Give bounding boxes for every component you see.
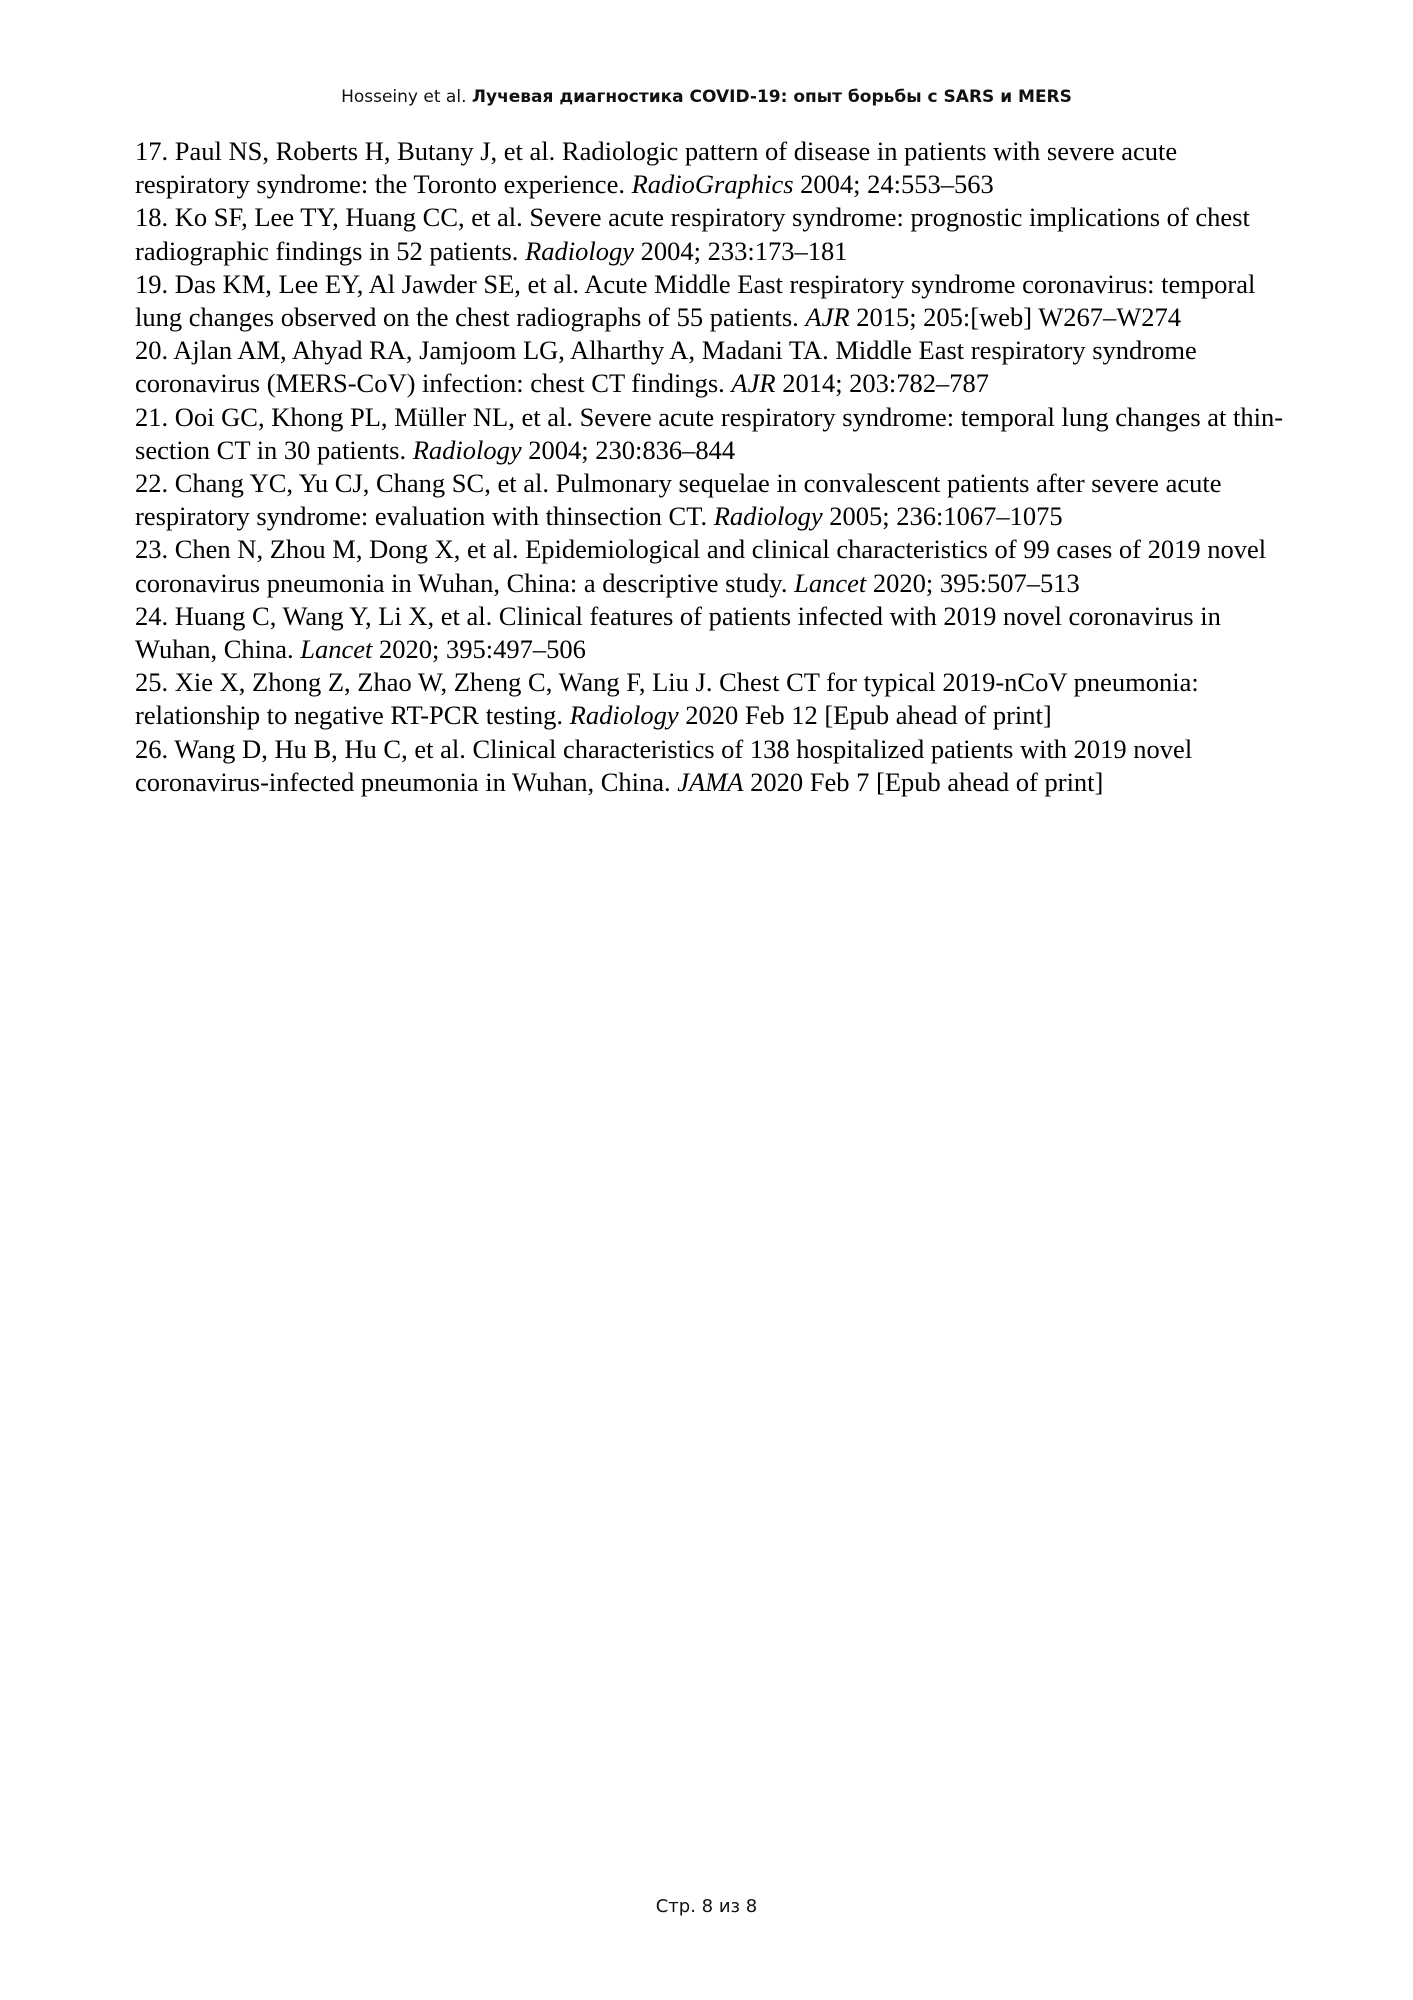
reference-item (135, 666, 1295, 732)
reference-number: 23. (135, 534, 169, 565)
reference-item (135, 201, 1295, 267)
reference-details: 2020 Feb 12 [Epub ahead of print] (685, 700, 1052, 731)
reference-number: 24. (135, 600, 169, 631)
reference-item (135, 401, 1295, 467)
reference-item (135, 467, 1295, 533)
reference-journal: Lancet (300, 634, 373, 665)
reference-citation: Das KM, Lee EY, Al Jawder SE, et al. Acute Middle East respiratory syndrome coronavirus: temporal lung changes observed on the chest radiographs of 55 patients. (135, 268, 1256, 333)
reference-details: 2004; 230:836–844 (528, 434, 736, 465)
reference-item (135, 733, 1295, 799)
reference-citation: Ajlan AM, Ahyad RA, Jamjoom LG, Alharthy A, Madani TA. Middle East respiratory syndrome coronavirus (MERS-CoV) infection: chest CT findings. (135, 335, 1197, 399)
reference-journal: AJR (731, 368, 776, 399)
reference-journal: Radiology (713, 501, 823, 532)
reference-number: 25. (135, 667, 169, 698)
reference-list (135, 135, 1295, 799)
reference-journal: AJR (805, 302, 850, 333)
reference-number: 19. (135, 268, 169, 299)
header-authors: Hosseiny et al. (341, 87, 467, 107)
reference-citation: Ko SF, Lee TY, Huang CC, et al. Severe acute respiratory syndrome: prognostic implications of chest radiographic findings in 52 patients. (135, 202, 1250, 266)
reference-number: 20. (135, 335, 169, 366)
reference-item (135, 600, 1295, 666)
reference-item (135, 334, 1295, 400)
reference-journal: Radiology (412, 434, 522, 465)
reference-details: 2005; 236:1067–1075 (829, 501, 1063, 532)
reference-journal: RadioGraphics (631, 169, 794, 200)
reference-details: 2014; 203:782–787 (782, 368, 990, 399)
reference-citation: Chang YC, Yu CJ, Chang SC, et al. Pulmonary sequelae in convalescent patients after severe acute respiratory syndrome: evaluation with thinsection CT. (135, 468, 1222, 532)
reference-number: 17. (135, 136, 169, 166)
reference-citation: Chen N, Zhou M, Dong X, et al. Epidemiological and clinical characteristics of 99 cases of 2019 novel coronavirus pneumonia in Wuhan, China: a descriptive study. (135, 534, 1267, 598)
reference-details: 2020 Feb 7 [Epub ahead of print] (750, 766, 1104, 797)
reference-citation: Wang D, Hu B, Hu C, et al. Clinical characteristics of 138 hospitalized patients with 2019 novel coronavirus-infected pneumonia in Wuhan, China. (135, 733, 1193, 797)
reference-citation: Huang C, Wang Y, Li X, et al. Clinical features of patients infected with 2019 novel coronavirus in Wuhan, China. (135, 600, 1221, 665)
reference-number: 22. (135, 468, 169, 499)
header-title: Лучевая диагностика COVID-19: опыт борьбы с SARS и MERS (471, 87, 1072, 107)
reference-number: 26. (135, 733, 169, 764)
reference-number: 21. (135, 401, 169, 432)
reference-journal: Lancet (794, 567, 867, 598)
reference-citation: Ooi GC, Khong PL, Müller NL, et al. Severe acute respiratory syndrome: temporal lung changes at thin-section CT in 30 patients. (135, 401, 1284, 465)
reference-journal: JAMA (677, 766, 744, 797)
reference-details: 2020; 395:497–506 (379, 634, 586, 665)
reference-journal: Radiology (525, 235, 634, 266)
reference-citation: Paul NS, Roberts H, Butany J, et al. Radiologic pattern of disease in patients with severe acute respiratory syndrome: the Toronto experience. (135, 136, 1178, 200)
reference-number: 18. (135, 202, 169, 233)
reference-details: 2004; 233:173–181 (640, 235, 848, 266)
reference-details: 2020; 395:507–513 (872, 567, 1080, 598)
running-header (0, 86, 1413, 108)
reference-citation: Xie X, Zhong Z, Zhao W, Zheng C, Wang F, Liu J. Chest CT for typical 2019-nCoV pneumonia: relationship to negative RT-PCR testing. (135, 667, 1199, 731)
reference-journal: Radiology (569, 700, 679, 731)
reference-item (135, 533, 1295, 599)
reference-item (135, 268, 1295, 334)
page-number: Стр. 8 из 8 (655, 1896, 758, 1917)
reference-item (135, 135, 1295, 201)
reference-details: 2015; 205:[web] W267–W274 (856, 302, 1182, 333)
reference-details: 2004; 24:553–563 (800, 169, 994, 200)
